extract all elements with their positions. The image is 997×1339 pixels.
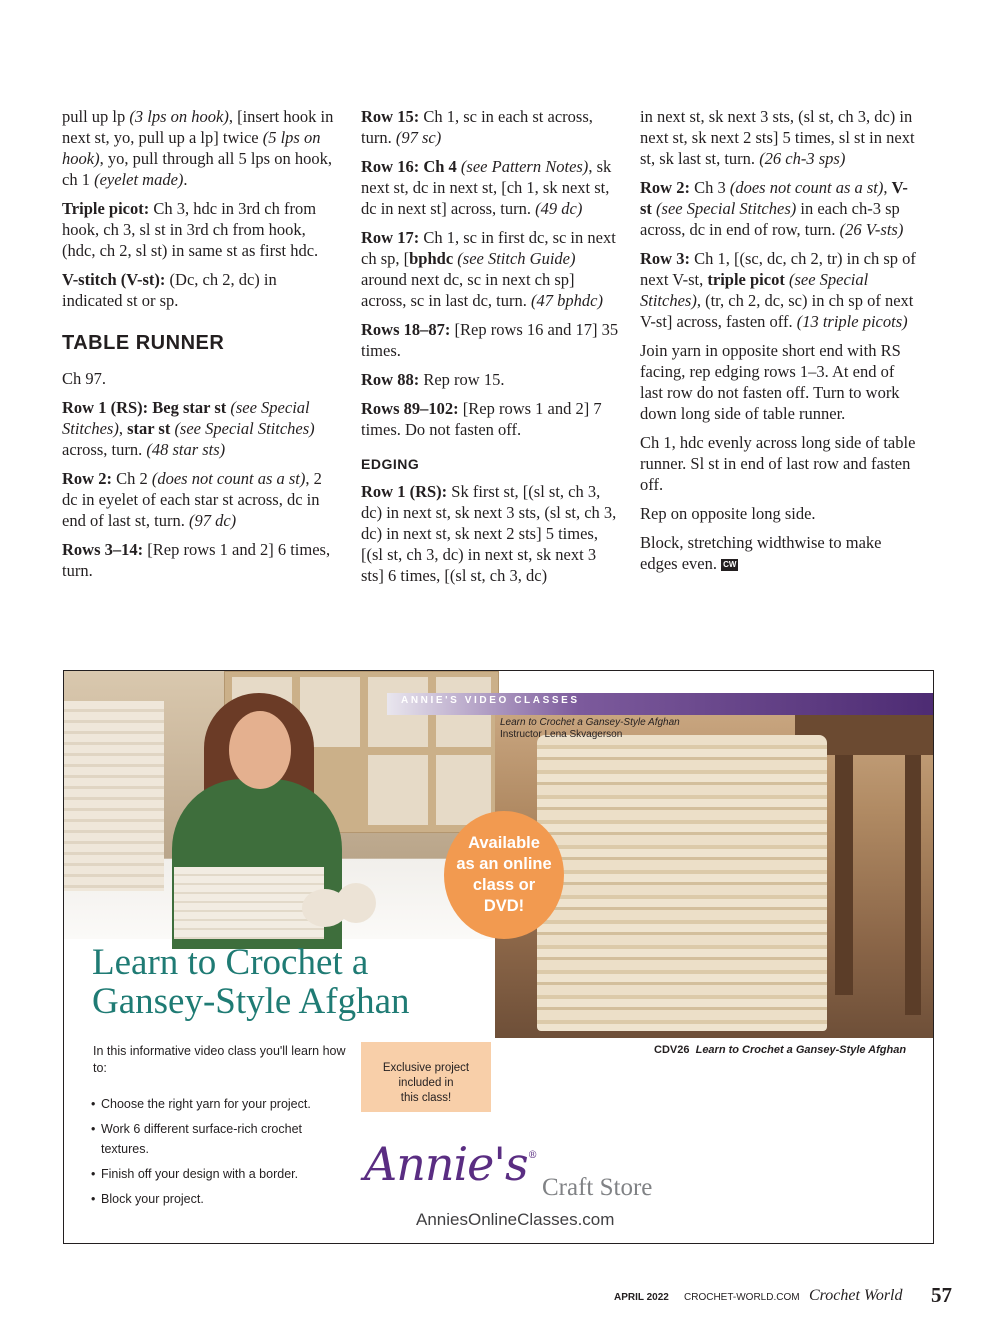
product-label: [654, 1044, 906, 1056]
v-stitch-definition: V-stitch (V-st): (Dc, ch 2, dc) in indicated st or sp.: [62, 270, 277, 310]
badge-line: as an online: [456, 855, 552, 873]
yarn-ball: [336, 883, 376, 923]
ad-intro: In this informative video class you'll learn how to:: [93, 1044, 346, 1075]
website-link[interactable]: CROCHET-WORLD.COM: [684, 1292, 800, 1303]
paragraph: Join yarn in opposite short end with RS facing, rep edging rows 1–3. At end of last row do not fasten off. Turn to work down long side of table runner.: [640, 341, 901, 423]
paragraph: Ch 97.: [62, 369, 107, 388]
instructor-face: [229, 711, 291, 789]
list-item: • Finish off your design with a border.: [91, 1164, 351, 1184]
ad-title-line: Learn to Crochet a: [92, 942, 369, 983]
edging-row-3-instruction: Row 3: Ch 1, [(sc, dc, ch 2, tr) in ch sp of next V-st, triple picot (see Special Stitches), (tr, ch 2, dc, sc) in ch sp of next V-st] across, fasten off. (13 triple picots): [640, 249, 916, 331]
paragraph: Rep on opposite long side.: [640, 504, 816, 523]
stool-leg: [835, 755, 853, 995]
availability-badge: [444, 811, 564, 939]
column-2: [361, 106, 623, 594]
paragraph: Block, stretching widthwise to make edges even. CW: [640, 533, 882, 573]
rows-89-102-instruction: Rows 89–102: [Rep rows 1 and 2] 7 times. Do not fasten off.: [361, 399, 602, 439]
shelf-cubby: [368, 755, 428, 825]
table-runner-heading: TABLE RUNNER: [62, 332, 225, 354]
list-item: • Block your project.: [91, 1189, 351, 1209]
ad-title-line: Gansey-Style Afghan: [92, 981, 410, 1022]
crochet-blanket: [64, 701, 164, 891]
cw-end-mark-icon: CW: [723, 560, 737, 569]
page-number: 57: [931, 1283, 952, 1307]
note-line: included in: [398, 1077, 454, 1089]
row-15-instruction: Row 15: Ch 1, sc in each st across, turn. (97 sc): [361, 107, 593, 147]
product-name: Learn to Crochet a Gansey-Style Afghan: [695, 1044, 907, 1056]
stool-leg: [905, 755, 921, 1015]
craft-store-label: Craft Store: [542, 1174, 653, 1201]
list-item: • Choose the right yarn for your project.: [91, 1094, 351, 1114]
note-line: this class!: [400, 1092, 452, 1104]
annies-video-class-ad[interactable]: [63, 670, 934, 1244]
photo-caption-title: Learn to Crochet a Gansey-Style Afghan: [500, 717, 680, 728]
product-code: CDV26: [654, 1044, 690, 1056]
gansey-afghan: [537, 735, 827, 1031]
ad-title: [92, 943, 492, 1021]
row-16-instruction: Row 16: Ch 4 (see Pattern Notes), sk next st, dc in next st, [ch 1, sk next st, dc in next st] across, turn. (49 dc): [361, 157, 612, 218]
note-line: Exclusive project: [382, 1062, 470, 1074]
paragraph: pull up lp (3 lps on hook), [insert hook in next st, yo, pull up a lp] twice (5 lps on hook), yo, pull through all 5 lps on hook, ch 1 (eyelet made).: [62, 107, 334, 189]
badge-line: DVD!: [483, 897, 525, 915]
issue-date: APRIL 2022: [614, 1292, 669, 1303]
video-classes-label: ANNIE'S VIDEO CLASSES: [401, 695, 580, 706]
paragraph: in next st, sk next 3 sts, (sl st, ch 3, dc) in next st, sk next 2 sts] 5 times, sl st in next st, sk last st, turn. (26 ch-3 sps): [640, 107, 915, 168]
magazine-name: Crochet World: [809, 1287, 903, 1304]
exclusive-project-note: [361, 1042, 491, 1112]
row-1-instruction: Row 1 (RS): Beg star st (see Special Stitches), star st (see Special Stitches) across, turn. (48 star sts): [62, 398, 315, 459]
crochet-swatch: [174, 867, 324, 939]
photo-caption-instructor: Instructor Lena Skvagerson: [500, 729, 623, 740]
row-17-instruction: Row 17: Ch 1, sc in first dc, sc in next ch sp, [bphdc (see Stitch Guide) around next dc, sc in next ch sp] across, sc in last dc, turn. (47 bphdc): [361, 228, 616, 310]
registered-mark: ®: [527, 1150, 537, 1161]
row-2-instruction: Row 2: Ch 2 (does not count as a st), 2 dc in eyelet of each star st across, dc in end of last st, turn. (97 dc): [62, 469, 322, 530]
paragraph: Ch 1, hdc evenly across long side of table runner. Sl st in end of last row and fasten off.: [640, 433, 916, 494]
rows-3-14-instruction: Rows 3–14: [Rep rows 1 and 2] 6 times, turn.: [62, 540, 331, 580]
annies-logo: [364, 1137, 537, 1191]
triple-picot-definition: Triple picot: Ch 3, hdc in 3rd ch from hook, ch 3, sl st in 3rd ch from hook, (hdc, ch 2, sl st) in same st as first hdc.: [62, 199, 319, 260]
column-3: [640, 106, 918, 582]
column-1: [62, 106, 337, 589]
row-88-instruction: Row 88: Rep row 15.: [361, 370, 505, 389]
edging-row-1-instruction: Row 1 (RS): Sk first st, [(sl st, ch 3, dc) in next st, sk next 3 sts, (sl st, ch 3, dc) in next st, sk next 2 sts] 5 times, [(sl st, ch 3, dc) in next st, sk next 3 sts] 6 times, [(sl st, ch 3, dc): [361, 482, 617, 585]
badge-line: class or: [472, 876, 536, 894]
rows-18-87-instruction: Rows 18–87: [Rep rows 16 and 17] 35 times.: [361, 320, 619, 360]
brand-name: Annie's: [364, 1137, 528, 1191]
list-item: • Work 6 different surface-rich crochet textures.: [91, 1119, 351, 1159]
learning-points: [91, 1094, 351, 1214]
edging-row-2-instruction: Row 2: Ch 3 (does not count as a st), V-st (see Special Stitches) in each ch-3 sp across, dc in end of row, turn. (26 V-sts): [640, 178, 908, 239]
ad-url-link[interactable]: AnniesOnlineClasses.com: [416, 1210, 615, 1229]
badge-line: Available: [468, 834, 540, 852]
edging-heading: EDGING: [361, 456, 420, 472]
